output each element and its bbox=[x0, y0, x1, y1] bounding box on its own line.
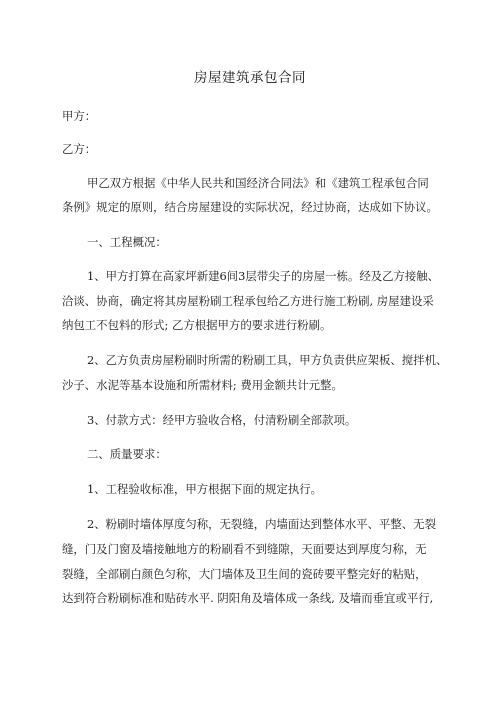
section-1-heading: 一、工程概况： bbox=[87, 235, 167, 249]
party-b-label: 乙方： bbox=[62, 142, 97, 156]
s2-item2-line-1: 2、粉刷时墙体厚度匀称，无裂缝，内墙面达到整体水平、平整、无裂 bbox=[87, 517, 436, 531]
s2-item2-line-2: 缝，门及门窗及墙接触地方的粉刷看不到缝隙，天面要达到厚度匀称，无 bbox=[62, 542, 427, 556]
s2-item2-line-3: 裂缝，全部刷白颜色匀称，大门墙体及卫生间的瓷砖要平整完好的粘贴， bbox=[62, 567, 427, 581]
document-title: 房屋建筑承包合同 bbox=[194, 70, 306, 86]
s1-item1-line-2: 洽谈、协商，确定将其房屋粉刷工程承包给乙方进行施工粉刷, 房屋建设采 bbox=[62, 294, 434, 308]
s1-item1-line-1: 1、甲方打算在高家坪新建6间3层带尖子的房屋一栋。经及乙方接触、 bbox=[87, 269, 440, 283]
s1-item2-line-2: 沙子、水泥等基本设施和所需材料; 费用金额共计元整。 bbox=[62, 378, 343, 392]
s1-item2-line-1: 2、乙方负责房屋粉刷时所需的粉刷工具，甲方负责供应架板、搅拌机、 bbox=[87, 353, 448, 367]
s1-item1-line-3: 纳包工不包料的形式; 乙方根据甲方的要求进行粉刷。 bbox=[62, 318, 332, 332]
preamble-line-1: 甲乙双方根据《中华人民共和国经济合同法》和《建筑工程承包合同 bbox=[87, 176, 429, 190]
party-a-label: 甲方： bbox=[62, 109, 97, 123]
preamble-line-2: 条例》规定的原则，结合房屋建设的实际状况，经过协商，达成如下协议。 bbox=[62, 200, 438, 214]
s1-item3: 3、付款方式：经甲方验收合格，付清粉刷全部款项。 bbox=[87, 413, 357, 427]
s2-item1: 1、工程验收标准，甲方根据下面的规定执行。 bbox=[87, 482, 323, 496]
s2-item2-line-4: 达到符合粉刷标准和贴砖水平. 阴阳角及墙体成一条线, 及墙而垂宜或平行, bbox=[62, 591, 434, 605]
section-2-heading: 二、质量要求： bbox=[87, 447, 167, 461]
